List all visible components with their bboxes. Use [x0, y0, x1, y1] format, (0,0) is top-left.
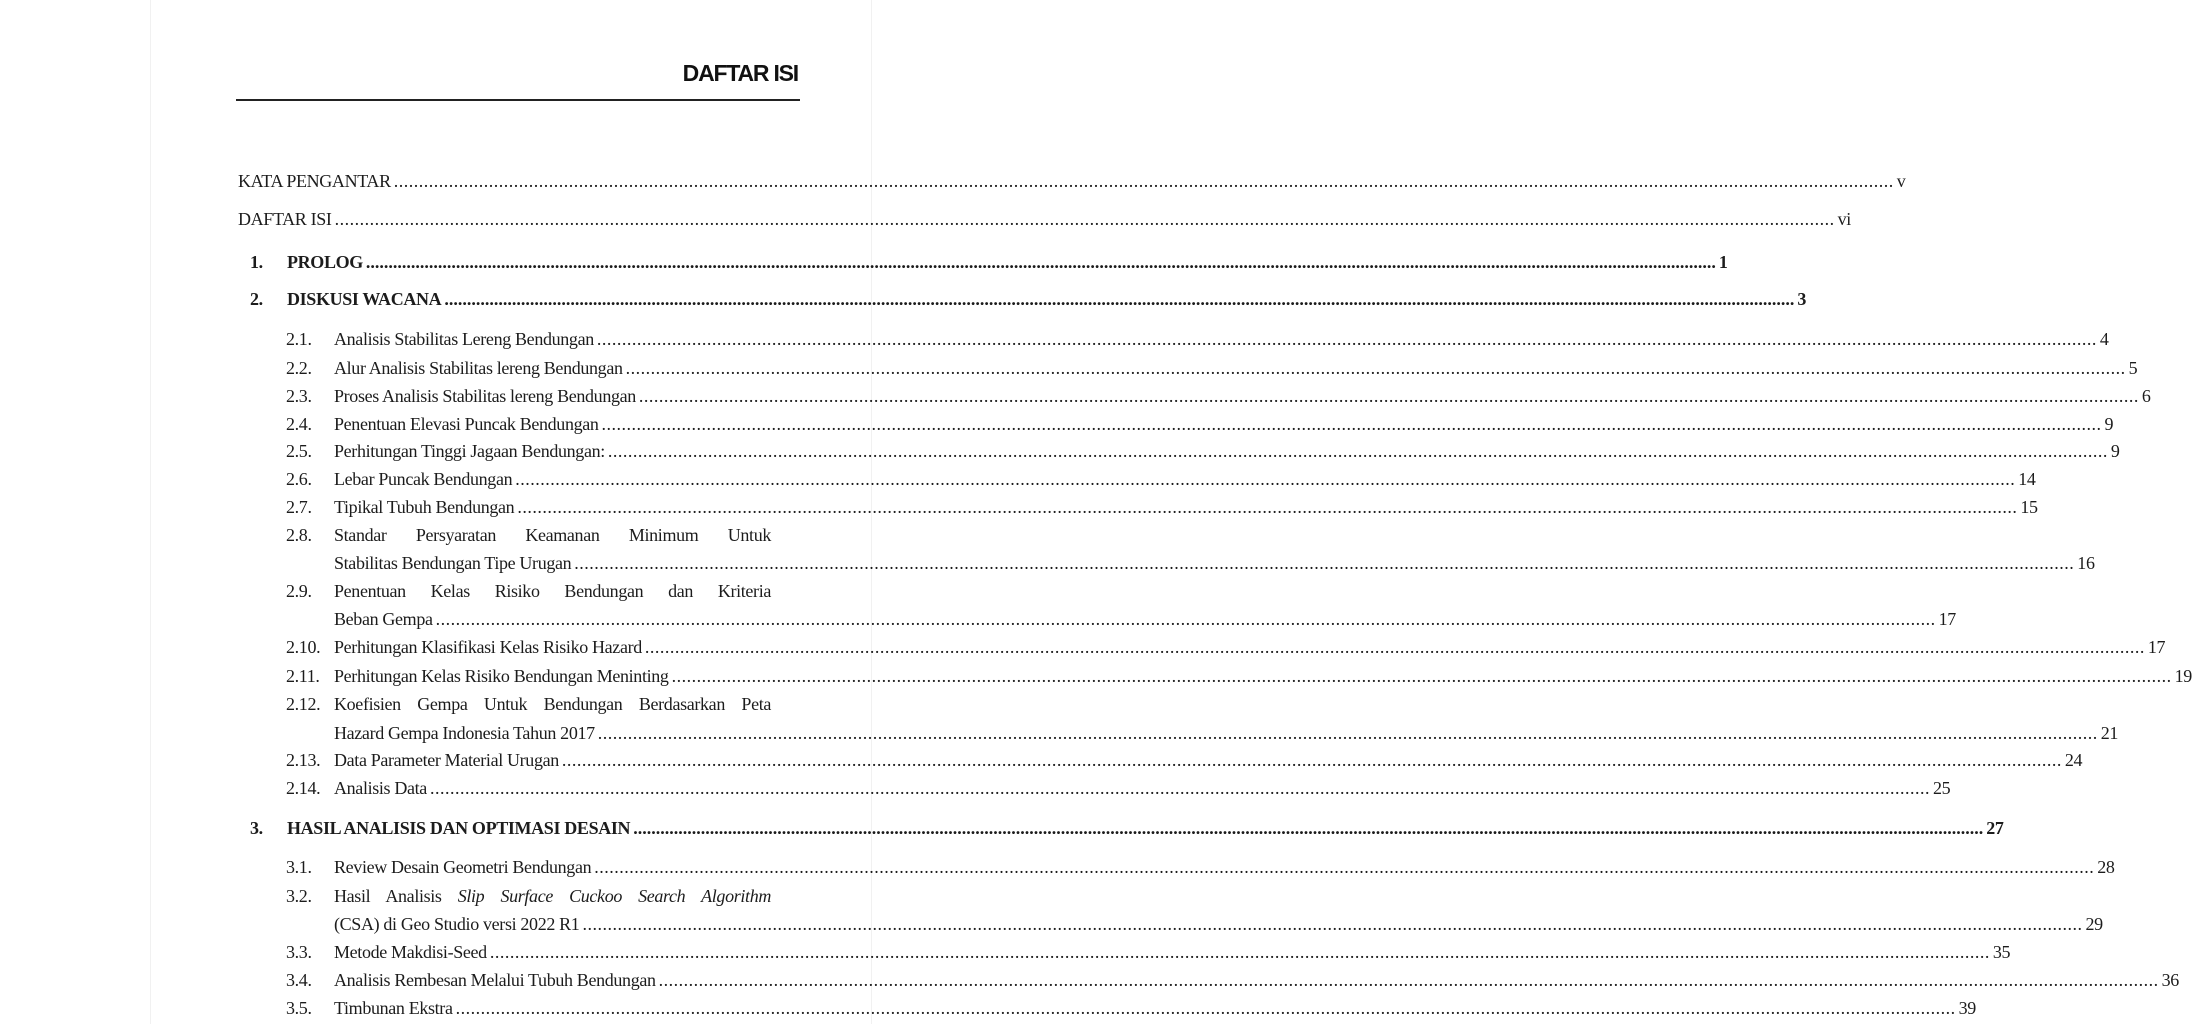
- entry-title: Penentuan Elevasi Puncak Bendungan: [334, 414, 599, 434]
- page-number: 9: [2110, 441, 2120, 461]
- dot-leader: ............................................................................................................................................................................................................................................................................................................: [671, 666, 2172, 686]
- dot-leader: ............................................................................................................................................................................................................................................................................................................: [596, 329, 2097, 349]
- entry-number: 2.1.: [286, 329, 312, 349]
- entry-number: 2.11.: [286, 666, 320, 686]
- dot-leader: ............................................................................................................................................................................................................................................................................................................: [597, 723, 2098, 743]
- dot-leader: ............................................................................................................................................................................................................................................................................................................: [644, 637, 2145, 657]
- entry-number: 2.8.: [286, 525, 312, 545]
- entry-number: 2.2.: [286, 358, 312, 378]
- page-number: 39: [1958, 998, 1976, 1018]
- entry-number: 2.6.: [286, 469, 312, 489]
- toc-entry[interactable]: [286, 994, 1976, 1022]
- dot-leader: ............................................................................................................................................................................................................................................................................................................: [638, 386, 2139, 406]
- dot-leader: ............................................................................................................................................................................................................................................................................................................: [601, 414, 2102, 434]
- toc-entry[interactable]: [286, 633, 2166, 661]
- text-segment: Hasil Analisis: [334, 886, 458, 906]
- text-segment: Slip Surface Cuckoo Search Algorithm: [457, 886, 771, 906]
- dot-leader: ............................................................................................................................................................................................................................................................................................................: [455, 998, 1956, 1018]
- page-number: 14: [2018, 469, 2036, 489]
- entry-number: 3.1.: [286, 857, 312, 877]
- entry-title: Metode Makdisi-Seed: [334, 942, 487, 962]
- toc-entry[interactable]: [238, 167, 1906, 195]
- toc-entry[interactable]: [250, 814, 2004, 842]
- entry-number: 1.: [250, 252, 263, 272]
- entry-title: Lebar Puncak Bendungan: [334, 469, 513, 489]
- page-number: 6: [2141, 386, 2151, 406]
- entry-title: Analisis Rembesan Melalui Tubuh Bendungan: [334, 970, 656, 990]
- entry-number: 3.: [250, 818, 263, 838]
- page-number: 28: [2097, 857, 2115, 877]
- entry-title: Koefisien Gempa Untuk Bendungan Berdasarkan Peta: [334, 694, 771, 714]
- entry-title: DISKUSI WACANA: [287, 289, 442, 309]
- toc-entry[interactable]: [334, 910, 2103, 938]
- toc-entry[interactable]: [286, 354, 2138, 382]
- page-number: v: [1896, 171, 1906, 191]
- entry-number: 2.13.: [286, 750, 321, 770]
- dot-leader: ............................................................................................................................................................................................................................................................................................................: [429, 778, 1930, 798]
- entry-title: Perhitungan Tinggi Jagaan Bendungan:: [334, 441, 605, 461]
- entry-title: PROLOG: [287, 252, 363, 272]
- toc-entry[interactable]: [286, 465, 2036, 493]
- page-number: 1: [1718, 252, 1728, 272]
- toc-entry[interactable]: [334, 719, 2119, 747]
- dot-leader: ............................................................................................................................................................................................................................................................................................................: [633, 818, 1984, 838]
- dot-leader: ............................................................................................................................................................................................................................................................................................................: [515, 469, 2016, 489]
- dot-leader: ............................................................................................................................................................................................................................................................................................................: [607, 441, 2108, 461]
- entry-number: 2.7.: [286, 497, 312, 517]
- dot-leader: ............................................................................................................................................................................................................................................................................................................: [365, 252, 1716, 272]
- entry-title: Perhitungan Klasifikasi Kelas Risiko Hazard: [334, 637, 642, 657]
- toc-entry[interactable]: [286, 966, 2179, 994]
- page-number: 35: [1992, 942, 2011, 962]
- page-number: 25: [1932, 778, 1951, 798]
- page-number: 17: [2147, 637, 2166, 657]
- toc-entry-line: [286, 690, 771, 718]
- toc-entry[interactable]: [238, 205, 1851, 233]
- page-number: 36: [2161, 970, 2179, 990]
- dot-leader: ............................................................................................................................................................................................................................................................................................................: [435, 609, 1936, 629]
- page-number: vi: [1837, 209, 1851, 229]
- toc-entry[interactable]: [250, 285, 1806, 313]
- toc-entry[interactable]: [286, 493, 2038, 521]
- entry-number: 2.10.: [286, 637, 321, 657]
- dot-leader: ............................................................................................................................................................................................................................................................................................................: [517, 497, 2018, 517]
- page-number: 29: [2085, 914, 2103, 934]
- toc-entry[interactable]: [250, 248, 1728, 276]
- entry-title: Review Desain Geometri Bendungan: [334, 857, 592, 877]
- entry-title: Hazard Gempa Indonesia Tahun 2017: [334, 723, 595, 743]
- entry-number: 3.4.: [286, 970, 312, 990]
- entry-title: KATA PENGANTAR: [238, 171, 391, 191]
- entry-title: Tipikal Tubuh Bendungan: [334, 497, 515, 517]
- toc-entry[interactable]: [286, 437, 2120, 465]
- entry-number: 2.5.: [286, 441, 312, 461]
- entry-number: 3.5.: [286, 998, 312, 1018]
- entry-number: 2.: [250, 289, 263, 309]
- entry-title: [334, 882, 771, 910]
- dot-leader: ............................................................................................................................................................................................................................................................................................................: [561, 750, 2062, 770]
- entry-title: Standar Persyaratan Keamanan Minimum Untuk: [334, 525, 771, 545]
- dot-leader: ............................................................................................................................................................................................................................................................................................................: [489, 942, 1990, 962]
- dot-leader: ............................................................................................................................................................................................................................................................................................................: [444, 289, 1795, 309]
- toc-entry[interactable]: [286, 938, 2011, 966]
- toc-entry[interactable]: [334, 549, 2095, 577]
- title-rule: [236, 99, 800, 101]
- page-number: 16: [2077, 553, 2095, 573]
- entry-title: (CSA) di Geo Studio versi 2022 R1: [334, 914, 580, 934]
- toc-entry[interactable]: [286, 662, 2192, 690]
- entry-title: Analisis Data: [334, 778, 427, 798]
- page-number: 9: [2104, 414, 2114, 434]
- toc-entry-line: [286, 882, 771, 910]
- page-number: 27: [1986, 818, 2004, 838]
- toc-entry[interactable]: [286, 853, 2115, 881]
- page-number: 15: [2020, 497, 2038, 517]
- entry-number: 3.3.: [286, 942, 312, 962]
- entry-title: Proses Analisis Stabilitas lereng Bendungan: [334, 386, 636, 406]
- entry-number: 2.4.: [286, 414, 312, 434]
- dot-leader: ............................................................................................................................................................................................................................................................................................................: [594, 857, 2095, 877]
- dot-leader: ............................................................................................................................................................................................................................................................................................................: [334, 209, 1835, 229]
- page-number: 21: [2100, 723, 2119, 743]
- dot-leader: ............................................................................................................................................................................................................................................................................................................: [574, 553, 2075, 573]
- dot-leader: ............................................................................................................................................................................................................................................................................................................: [393, 171, 1894, 191]
- toc-entry[interactable]: [286, 382, 2151, 410]
- toc-entry-line: [286, 577, 771, 605]
- entry-title: Timbunan Ekstra: [334, 998, 453, 1018]
- entry-title: Perhitungan Kelas Risiko Bendungan Meninting: [334, 666, 669, 686]
- entry-number: 3.2.: [286, 886, 312, 906]
- entry-number: 2.9.: [286, 581, 312, 601]
- entry-title: HASIL ANALISIS DAN OPTIMASI DESAIN: [287, 818, 631, 838]
- toc-entry[interactable]: [286, 774, 1951, 802]
- entry-title: Stabilitas Bendungan Tipe Urugan: [334, 553, 572, 573]
- page-number: 24: [2064, 750, 2083, 770]
- entry-number: 2.14.: [286, 778, 321, 798]
- page-number: 5: [2128, 358, 2138, 378]
- page-number: 19: [2174, 666, 2192, 686]
- entry-number: 2.3.: [286, 386, 312, 406]
- page-number: 17: [1938, 609, 1956, 629]
- entry-title: Analisis Stabilitas Lereng Bendungan: [334, 329, 594, 349]
- dot-leader: ............................................................................................................................................................................................................................................................................................................: [658, 970, 2159, 990]
- toc-entry-line: [286, 521, 771, 549]
- entry-title: Alur Analisis Stabilitas lereng Bendungan: [334, 358, 623, 378]
- page-number: 4: [2099, 329, 2109, 349]
- dot-leader: ............................................................................................................................................................................................................................................................................................................: [582, 914, 2083, 934]
- page-title: DAFTAR ISI: [682, 60, 798, 86]
- toc-entry[interactable]: [286, 325, 2109, 353]
- toc-entry[interactable]: [334, 605, 1956, 633]
- toc-entry[interactable]: [286, 410, 2114, 438]
- page-number: 3: [1797, 289, 1806, 309]
- entry-title: DAFTAR ISI: [238, 209, 332, 229]
- entry-title: Penentuan Kelas Risiko Bendungan dan Kriteria: [334, 581, 771, 601]
- entry-title: Beban Gempa: [334, 609, 433, 629]
- dot-leader: ............................................................................................................................................................................................................................................................................................................: [625, 358, 2126, 378]
- entry-number: 2.12.: [286, 694, 321, 714]
- toc-entry[interactable]: [286, 746, 2083, 774]
- entry-title: Data Parameter Material Urugan: [334, 750, 559, 770]
